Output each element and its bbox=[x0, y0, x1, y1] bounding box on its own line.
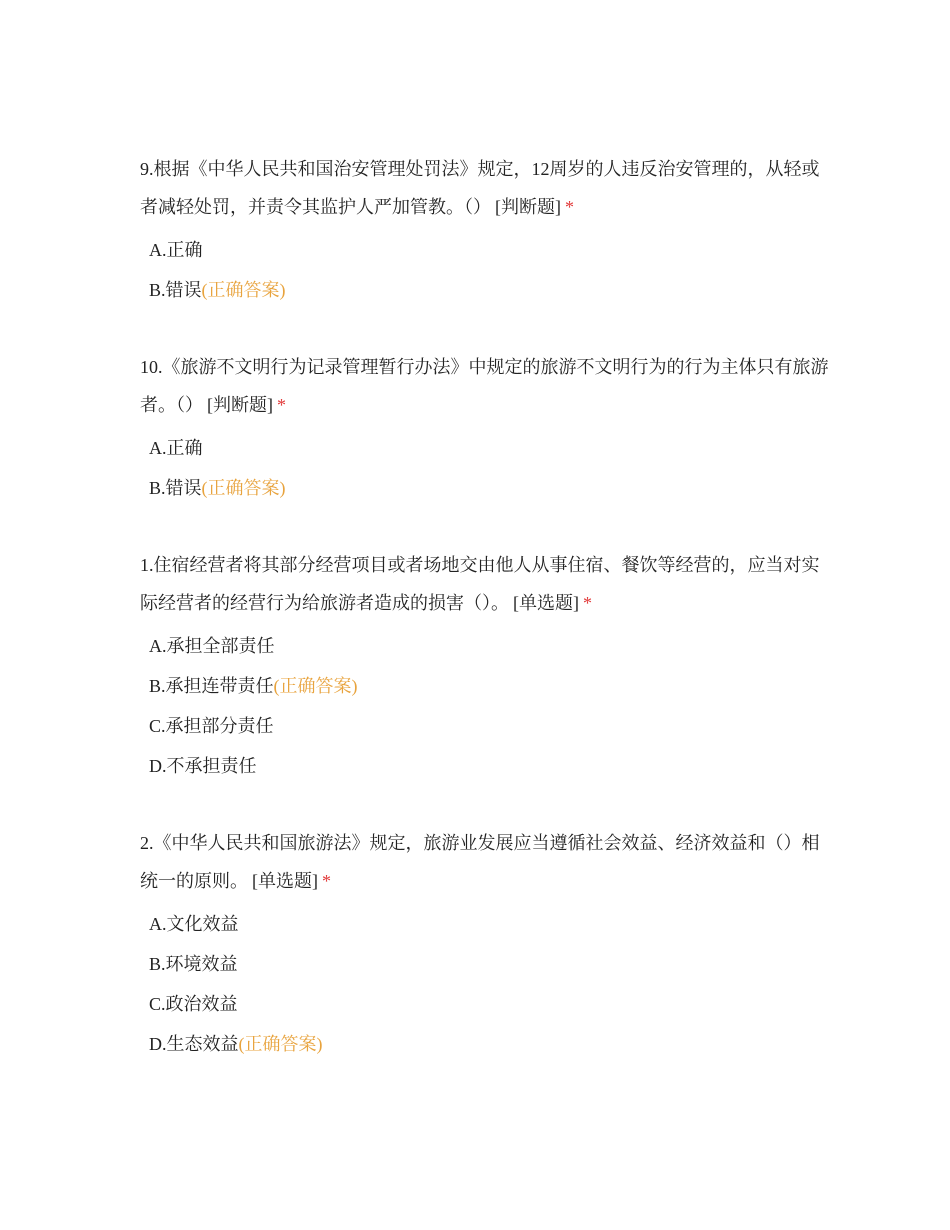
correct-answer-tag: (正确答案) bbox=[201, 280, 286, 300]
quiz-document bbox=[140, 150, 830, 1102]
option-label: D.不承担责任 bbox=[149, 756, 257, 776]
option-label: D.生态效益 bbox=[149, 1034, 239, 1054]
required-mark: * bbox=[583, 593, 592, 613]
option-item[interactable] bbox=[140, 626, 830, 666]
required-mark: * bbox=[565, 197, 574, 217]
option-label: A.文化效益 bbox=[149, 914, 239, 934]
question-text bbox=[140, 348, 830, 424]
option-label: B.错误 bbox=[149, 280, 202, 300]
correct-answer-tag: (正确答案) bbox=[201, 478, 286, 498]
correct-answer-tag: (正确答案) bbox=[238, 1034, 323, 1054]
option-item[interactable] bbox=[140, 1024, 830, 1064]
question-type: [单选题] bbox=[513, 593, 579, 613]
question-text bbox=[140, 150, 830, 226]
question-block bbox=[140, 546, 830, 786]
question-type: [判断题] bbox=[495, 197, 561, 217]
question-stem: 10.《旅游不文明行为记录管理暂行办法》中规定的旅游不文明行为的行为主体只有旅游者。（） bbox=[140, 357, 829, 415]
question-block bbox=[140, 150, 830, 310]
required-mark: * bbox=[277, 395, 286, 415]
question-stem: 9.根据《中华人民共和国治安管理处罚法》规定，12周岁的人违反治安管理的，从轻或者减轻处罚，并责令其监护人严加管教。（） bbox=[140, 159, 820, 217]
option-item[interactable] bbox=[140, 944, 830, 984]
question-block bbox=[140, 348, 830, 508]
option-label: A.正确 bbox=[149, 438, 203, 458]
question-text bbox=[140, 824, 830, 900]
question-block bbox=[140, 824, 830, 1064]
option-label: B.承担连带责任 bbox=[149, 676, 274, 696]
correct-answer-tag: (正确答案) bbox=[273, 676, 358, 696]
question-stem: 1.住宿经营者将其部分经营项目或者场地交由他人从事住宿、餐饮等经营的，应当对实际经营者的经营行为给旅游者造成的损害（）。 bbox=[140, 555, 820, 613]
option-label: B.错误 bbox=[149, 478, 202, 498]
option-item[interactable] bbox=[140, 428, 830, 468]
option-label: C.承担部分责任 bbox=[149, 716, 274, 736]
option-item[interactable] bbox=[140, 666, 830, 706]
option-item[interactable] bbox=[140, 230, 830, 270]
question-type: [判断题] bbox=[207, 395, 273, 415]
required-mark: * bbox=[322, 871, 331, 891]
option-item[interactable] bbox=[140, 468, 830, 508]
option-label: A.正确 bbox=[149, 240, 203, 260]
question-text bbox=[140, 546, 830, 622]
option-label: B.环境效益 bbox=[149, 954, 238, 974]
option-item[interactable] bbox=[140, 984, 830, 1024]
question-stem: 2.《中华人民共和国旅游法》规定，旅游业发展应当遵循社会效益、经济效益和（）相统一的原则。 bbox=[140, 833, 820, 891]
question-type: [单选题] bbox=[252, 871, 318, 891]
option-item[interactable] bbox=[140, 746, 830, 786]
option-label: A.承担全部责任 bbox=[149, 636, 275, 656]
option-item[interactable] bbox=[140, 270, 830, 310]
option-label: C.政治效益 bbox=[149, 994, 238, 1014]
option-item[interactable] bbox=[140, 904, 830, 944]
option-item[interactable] bbox=[140, 706, 830, 746]
